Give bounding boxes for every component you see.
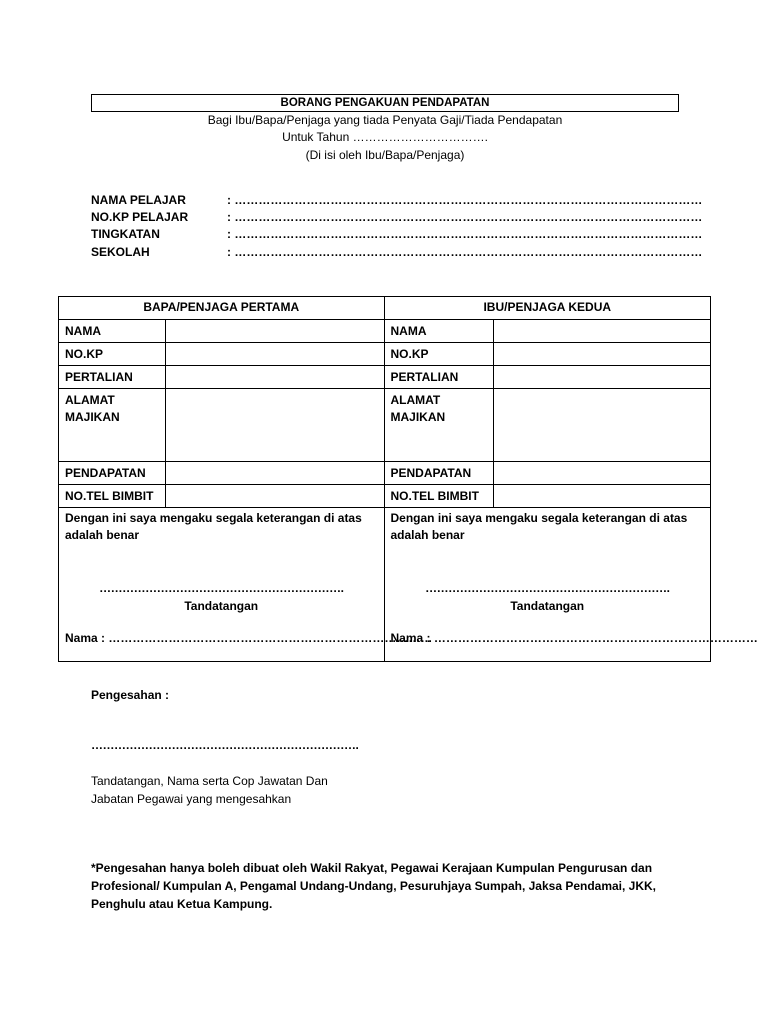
ic-label: NO.KP: [59, 343, 166, 366]
signature-label: Tandatangan: [184, 599, 259, 613]
second-declaration-cell: [384, 508, 758, 662]
first-phone-cell[interactable]: [165, 485, 384, 508]
employer-address-label: [59, 389, 166, 462]
year-line: Untuk Tahun …………………………….: [282, 130, 488, 144]
first-ic-cell[interactable]: [165, 343, 384, 366]
employer-address-label: [384, 389, 494, 462]
first-declaration-cell: [59, 508, 433, 662]
relation-label: PERTALIAN: [59, 366, 166, 389]
second-ic-cell[interactable]: [494, 343, 711, 366]
student-ic-field[interactable]: : ………………………………………………………………………………………………………: [227, 210, 703, 224]
address-label-line1: ALAMAT: [390, 393, 441, 407]
form-level-field[interactable]: : ………………………………………………………………………………………………………: [227, 227, 703, 241]
phone-label: NO.TEL BIMBIT: [59, 485, 166, 508]
school-label: SEKOLAH: [91, 245, 150, 259]
first-name-cell[interactable]: [165, 320, 384, 343]
signature-label: Tandatangan: [510, 599, 585, 613]
signer-name-line[interactable]: Nama : ………………………………………………………………………: [65, 631, 433, 645]
declaration-text: Dengan ini saya mengaku segala keterangan di atas adalah benar: [390, 511, 688, 542]
phone-label: NO.TEL BIMBIT: [384, 485, 494, 508]
second-name-cell[interactable]: [494, 320, 711, 343]
verification-caption-line1: Tandatangan, Nama serta Cop Jawatan Dan: [91, 774, 328, 788]
signature-line[interactable]: ……………………………………………………….: [99, 581, 344, 595]
verification-caption-line2: Jabatan Pegawai yang mengesahkan: [91, 792, 292, 806]
first-address-cell[interactable]: [165, 389, 384, 462]
guardian-table: [58, 296, 758, 662]
second-guardian-header: IBU/PENJAGA KEDUA: [384, 297, 711, 320]
second-address-cell[interactable]: [494, 389, 711, 462]
first-income-cell[interactable]: [165, 462, 384, 485]
form-subtitle: Bagi Ibu/Bapa/Penjaga yang tiada Penyata Gaji/Tiada Pendapatan: [207, 113, 563, 127]
address-label-line1: ALAMAT: [65, 393, 115, 407]
verification-label: Pengesahan :: [91, 688, 170, 702]
name-label: NAMA: [384, 320, 494, 343]
verification-note: *Pengesahan hanya boleh dibuat oleh Wakil Rakyat, Pegawai Kerajaan Kumpulan Pengurusan dan Profesional/ Kumpulan A, Pengamal Undang-Undang, Pesuruhjaya Sumpah, Jaksa Pendamai, JKK, Penghulu atau Ketua Kampung.: [91, 861, 657, 911]
student-name-label: NAMA PELAJAR: [91, 193, 186, 207]
address-label-line2: MAJIKAN: [390, 410, 446, 424]
student-ic-label: NO.KP PELAJAR: [91, 210, 189, 224]
second-income-cell[interactable]: [494, 462, 711, 485]
relation-label: PERTALIAN: [384, 366, 494, 389]
ic-label: NO.KP: [384, 343, 494, 366]
first-relation-cell[interactable]: [165, 366, 384, 389]
fill-instruction: (Di isi oleh Ibu/Bapa/Penjaga): [305, 148, 465, 162]
signature-line[interactable]: ……………………………………………………….: [425, 581, 670, 595]
school-field[interactable]: : ………………………………………………………………………………………………………: [227, 245, 703, 259]
second-relation-cell[interactable]: [494, 366, 711, 389]
signer-name-line[interactable]: Nama : ………………………………………………………………………: [390, 631, 758, 645]
student-name-field[interactable]: : ………………………………………………………………………………………………………: [227, 193, 703, 207]
form-level-label: TINGKATAN: [91, 227, 160, 241]
name-label: NAMA: [59, 320, 166, 343]
declaration-text: Dengan ini saya mengaku segala keterangan di atas adalah benar: [65, 511, 362, 542]
form-title: BORANG PENGAKUAN PENDAPATAN: [91, 94, 679, 112]
address-label-line2: MAJIKAN: [65, 410, 120, 424]
verification-caption: [91, 772, 411, 808]
first-guardian-header: BAPA/PENJAGA PERTAMA: [59, 297, 385, 320]
verification-signature-line[interactable]: …………………………………………………………….: [91, 738, 359, 752]
second-phone-cell[interactable]: [494, 485, 711, 508]
income-label: PENDAPATAN: [384, 462, 494, 485]
income-label: PENDAPATAN: [59, 462, 166, 485]
